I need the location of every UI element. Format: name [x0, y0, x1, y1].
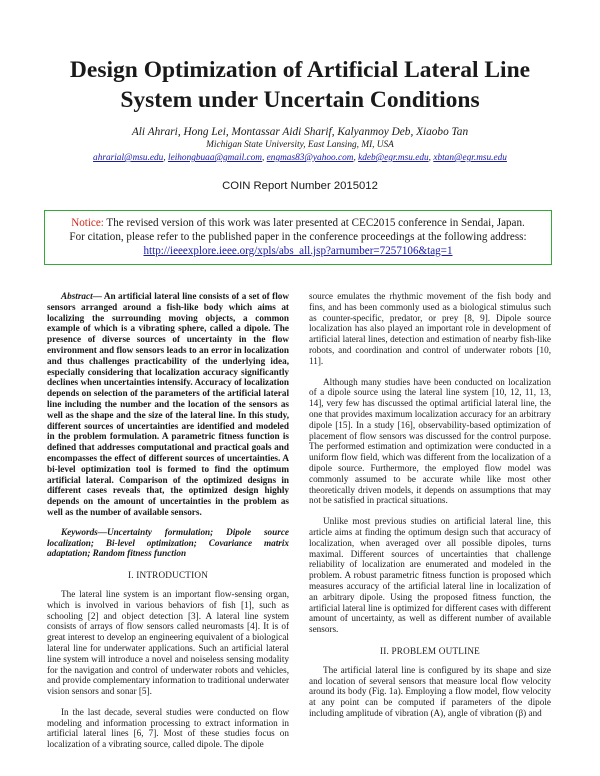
affiliation: Michigan State University, East Lansing, MI, USA — [206, 140, 394, 150]
intro-paragraph-2: In the last decade, several studies were conducted on flow modeling and information processing to extract information in artificial lateral lines [6, 7]. Most of these studies focus on localization of a vibrating source, called dipole. The dipole — [47, 706, 289, 750]
intro-paragraph-3: source emulates the rhythmic movement of the fish body and fins, and has been commonly used as a biological stimulus such as counter-specific, predator, or prey [8, 9]. Dipole source localization has also played an important role in development of artificial lateral lines, detection and estimation of nearby fish-like robots, and coordination and control of underwater robots [10, 11]. — [309, 291, 551, 366]
notice-line-2: For citation, please refer to the published paper in the conference proceedings at the following address: — [69, 231, 527, 243]
intro-paragraph-1: The lateral line system is an important flow-sensing organ, which is involved in various behaviors of fish [1], such as schooling [2] and object detection [3]. A lateral line system consists of arrays of flow sensors called neuromasts [4]. It is of great interest to develop an engineering equivalent of a biological lateral line for underwater applications. Such an artificial lateral line system will introduce a novel and noiseless sensing modality for the navigation and control of underwater robots and vehicles, and provide complementary information to traditional underwater vision sensors and sonar [5]. — [47, 588, 289, 697]
right-column — [309, 291, 551, 719]
notice-line-1 — [45, 216, 551, 230]
section-heading-introduction: I. INTRODUCTION — [127, 570, 209, 581]
left-column — [47, 291, 289, 750]
report-number: COIN Report Number 2015012 — [222, 180, 378, 192]
abstract — [47, 291, 289, 518]
author-list: Ali Ahrari, Hong Lei, Montassar Aidi Sharif, Kalyanmoy Deb, Xiaobo Tan — [131, 126, 469, 138]
email-link-4[interactable]: kdeb@egr.msu.edu — [358, 153, 429, 163]
intro-paragraph-5: Unlike most previous studies on artificial lateral line, this article aims at finding the optimum design such that accuracy of localization, when averaged over all possible dipoles, turns maximal. Different sources of uncertainties that challenge reliability of localization are enumerated and modeled in the problem. A robust parametric fitness function is proposed which measures accuracy of the artificial lateral line in localization of an arbitrary dipole. Using the proposed fitness function, the artificial lateral line is optimized for different cases with different amount of uncertainty, as well as different number of available sensors. — [309, 516, 551, 635]
title-line-2: System under Uncertain Conditions — [120, 87, 480, 113]
email-list: ahrarial@msu.edu, leihongbuaa@gmail.com, engmas83@yahoo.com, kdeb@egr.msu.edu, xbtan@egr.msu.edu — [93, 153, 507, 163]
notice-label: Notice: — [71, 217, 104, 229]
email-link-3[interactable]: engmas83@yahoo.com — [266, 153, 354, 163]
notice-box — [44, 210, 552, 265]
title-line-1: Design Optimization of Artificial Lateral Line — [69, 57, 531, 83]
notice-text-1: The revised version of this work was later presented at CEC2015 conference in Sendai, Japan. — [103, 217, 525, 229]
abstract-body: — An artificial lateral line consists of a set of flow sensors arranged around a fish-like body which aims at localizing the surrounding moving objects, a common example of which is a vibrating sphere, called a dipole. The presence of diverse sources of uncertainty in the flow environment and flow sensors leads to an error in localization and thus challenges practicability of the underlying idea, especially considering that localization accuracy significantly declines when uncertainties intensify. Accuracy of localization depends on selection of the parameters of the artificial lateral line including the number and the location of the sensors as well as the shape and the size of the lateral line. In this study, different sources of uncertainties are identified and modeled in the problem formulation. A parametric fitness function is defined that addresses computational and practical goals and encompasses the effect of different sources of uncertainties. A bi-level optimization tool is formed to find the optimum artificial lateral. Comparison of the optimized designs in different cases reveals that, the optimized design highly depends on the amount of uncertainties in the problem as well as the number of available sensors. — [47, 291, 289, 517]
keywords: Keywords—Uncertainty formulation; Dipole source localization; Bi-level optimization; Covariance matrix adaptation; Random fitness function — [47, 526, 289, 559]
section-heading-problem-outline: II. PROBLEM OUTLINE — [379, 645, 480, 656]
outline-paragraph-1: The artificial lateral line is configured by its shape and size and location of several sensors that measure local flow velocity around its body (Fig. 1a). Employing a flow model, flow velocity at any point can be computed if parameters of the dipole including amplitude of vibration (A), angle of vibration (β) and — [309, 664, 551, 718]
notice-link[interactable]: http://ieeexplore.ieee.org/xpls/abs_all.jsp?arnumber=7257106&tag=1 — [143, 245, 453, 257]
paper-title — [40, 55, 560, 115]
intro-paragraph-4: Although many studies have been conducted on localization of a dipole source using the lateral line system [10, 12, 11, 13, 14], very few has discussed the optimal artificial lateral line, the one that provides maximum localization accuracy for an arbitrary dipole [15]. In a study [16], observability-based optimization of placement of flow sensors was discussed for the control purpose. The performed estimation and optimization were conducted in a uniform flow field, which was different from the localization of a dipole source. Furthermore, the employed flow model was commonly assumed to be accurate while like most other theoretically driven models, it depends on assumptions that may not be satisfied in practical situations. — [309, 376, 551, 506]
email-link-5[interactable]: xbtan@egr.msu.edu — [433, 153, 507, 163]
email-link-2[interactable]: leihongbuaa@gmail.com — [167, 153, 263, 163]
abstract-lead: Abstract — [61, 291, 93, 301]
email-link-1[interactable]: ahrarial@msu.edu — [93, 153, 164, 163]
